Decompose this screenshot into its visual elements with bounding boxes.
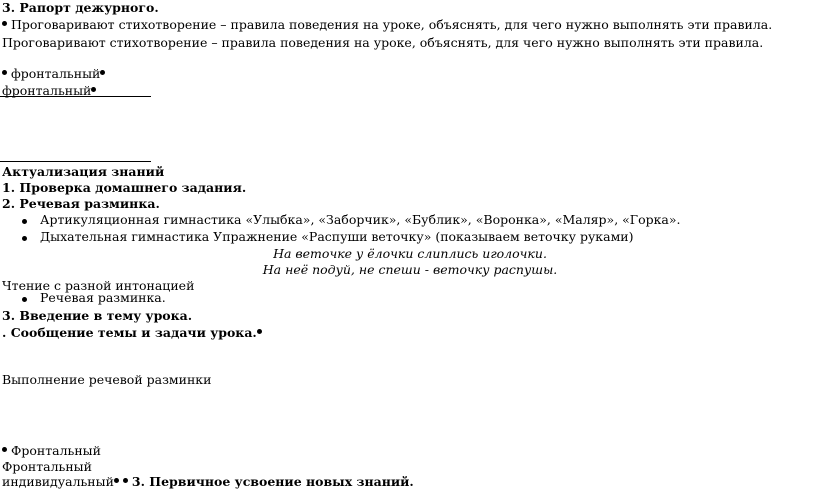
rules-line-2: Проговаривают стихотворение – правила поведения на уроке, объяснять, для чего нужно выполнять эти правила.	[2, 35, 764, 50]
individual-text: индивидуальный	[2, 474, 114, 489]
frontal-cap-line-2: Фронтальный	[2, 459, 92, 474]
heading-raport: 3. Рапорт дежурного.	[2, 0, 159, 15]
reading-intonation: Чтение с разной интонацией	[2, 278, 195, 293]
bullet-item-articulation: Артикуляционная гимнастика «Улыбка», «Заборчик», «Бублик», «Воронка», «Маляр», «Горка».	[40, 212, 681, 227]
bullet-dot-icon	[22, 219, 27, 224]
speech-warmup-item: Речевая разминка.	[40, 290, 166, 305]
bullet-item-breathing: Дыхательная гимнастика Упражнение «Распуши веточку» (показываем веточку руками)	[40, 229, 634, 244]
bullet-dot-icon	[123, 478, 128, 483]
bullet-dot-icon	[100, 70, 105, 75]
frontal-cap-line-1	[2, 445, 101, 458]
topic-message: . Сообщение темы и задачи урока.	[2, 325, 257, 340]
table-rule-bottom	[0, 161, 151, 162]
poem-line-2: На неё подуй, не спеши - веточку распушы.	[262, 262, 558, 277]
bullet-dot-icon	[91, 87, 96, 92]
poem-line-1: На веточке у ёлочки слиплись иголочки.	[273, 246, 547, 261]
frontal-text-1: фронтальный	[10, 66, 101, 81]
bullet-dot-icon	[257, 329, 262, 334]
rules-text-1: Проговаривают стихотворение – правила поведения на уроке, объяснять, для чего нужно выполнять эти правила.	[10, 17, 773, 32]
frontal-text-2: фронтальный	[2, 83, 92, 98]
frontal-cap-text-1: Фронтальный	[10, 443, 101, 458]
bullet-dot-icon	[2, 70, 7, 75]
topic-message-line	[2, 327, 262, 340]
bullet-dot-icon	[22, 297, 27, 302]
bullet-dot-icon	[22, 236, 27, 241]
individual-line	[2, 476, 414, 489]
bullet-dot-icon	[2, 21, 7, 26]
warmup-performance: Выполнение речевой разминки	[2, 372, 212, 387]
bullet-dot-icon	[114, 478, 119, 483]
speech-warmup-title: 2. Речевая разминка.	[2, 196, 160, 211]
section-title: Актуализация знаний	[2, 164, 165, 179]
bullet-dot-icon	[2, 447, 7, 452]
intro-topic: 3. Введение в тему урока.	[2, 308, 193, 323]
frontal-line-1	[2, 68, 105, 81]
table-rule-top	[0, 96, 151, 97]
new-knowledge: 3. Первичное усвоение новых знаний.	[131, 474, 414, 489]
homework-check: 1. Проверка домашнего задания.	[2, 180, 247, 195]
rules-line-1	[2, 19, 772, 32]
